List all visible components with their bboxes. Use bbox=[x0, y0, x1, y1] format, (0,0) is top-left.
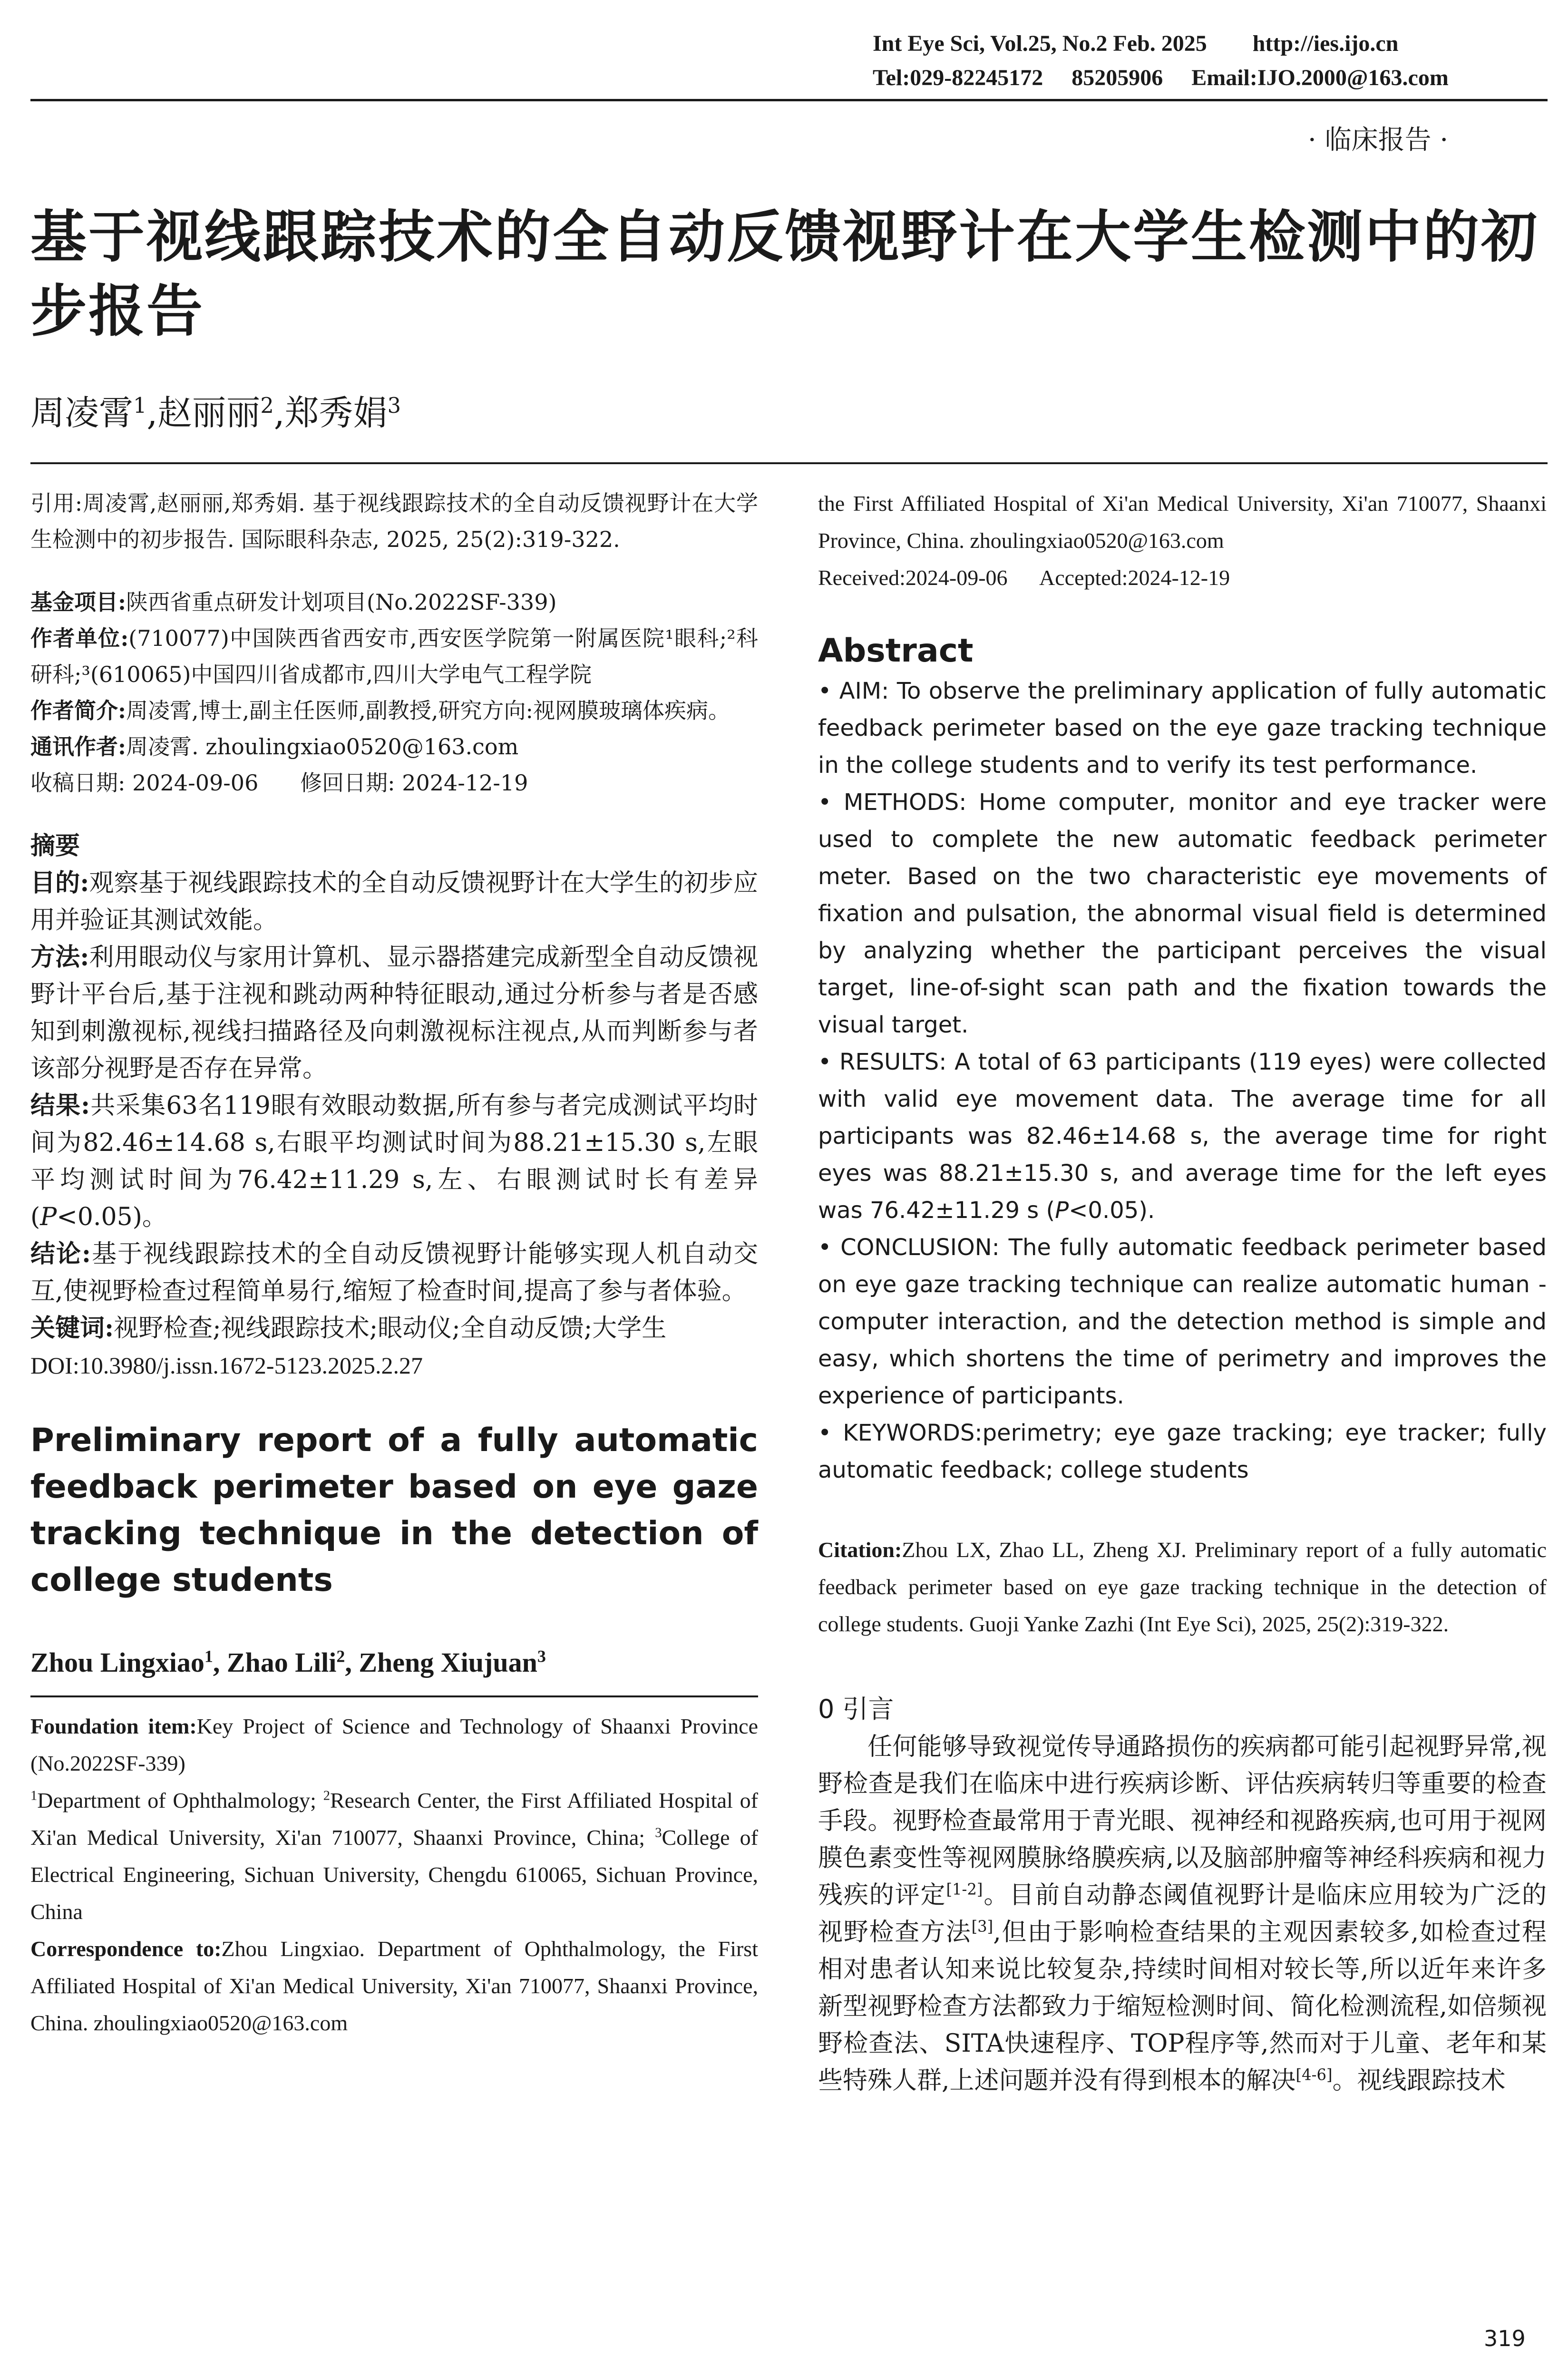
corresp-cn-label: 通讯作者: bbox=[30, 734, 126, 760]
fund-cn bbox=[30, 584, 758, 620]
results-cn-p: P bbox=[40, 1203, 57, 1231]
correspondence-en bbox=[30, 1930, 758, 2035]
abstract-cn-heading: 摘要 bbox=[30, 831, 80, 860]
author-cn-2-affil: 2 bbox=[260, 393, 274, 418]
authors-cn: 周凌霄$^1$,赵丽丽$^2$,郑秀娟$^3$ bbox=[30, 393, 401, 433]
abstract-en-keywords bbox=[818, 1414, 1547, 1489]
correspondence-en-continued: the First Affiliated Hospital of Xi'an Medical University, Xi'an 710077, Shaanxi Province, China. zhoulingxiao0520@163.com bbox=[818, 491, 1547, 553]
header-journal-line: Int Eye Sci, Vol.25, No.2 Feb. 2025 http://ies.ijo.cn bbox=[873, 31, 1399, 56]
fund-cn-text: 陕西省重点研发计划项目(No.2022SF-339) bbox=[126, 589, 557, 615]
received-cn: 收稿日期: 2024-09-06 bbox=[30, 770, 259, 796]
intro-ref-1: [1-2] bbox=[946, 1880, 983, 1899]
abstract-cn-results bbox=[30, 1087, 758, 1236]
foundation-en-text: Key Project of Science and Technology of Shaanxi Province (No.2022SF-339) bbox=[30, 1714, 758, 1775]
aim-en-label: • AIM: bbox=[818, 678, 889, 704]
right-column bbox=[818, 485, 1547, 2099]
section-label: · 临床报告 · bbox=[1308, 125, 1449, 156]
methods-en-text: Home computer, monitor and eye tracker were used to complete the new automatic feedback perimeter meter. Based on the two characteristic eye movements of fixation and pulsation, the abnormal visual field is determined by analyzing whether the participant perceives the visual target, line-of-sight scan path and the fixation towards the visual target. bbox=[818, 789, 1547, 1038]
author-cn-2: 赵丽丽 bbox=[157, 393, 261, 433]
affil-en-2-mark: 2 bbox=[323, 1788, 330, 1803]
results-cn-text-b: <0.05)。 bbox=[57, 1203, 167, 1231]
intro-heading: 0 引言 bbox=[818, 1694, 894, 1724]
unit-cn-text: (710077)中国陕西省西安市,西安医学院第一附属医院¹眼科;²科研科;³(610065)中国四川省成都市,四川大学电气工程学院 bbox=[30, 625, 758, 687]
fund-cn-label: 基金项目: bbox=[30, 589, 126, 615]
results-en-p: P bbox=[1055, 1197, 1069, 1224]
profile-cn-text: 周凌霄,博士,副主任医师,副教授,研究方向:视网膜玻璃体疾病。 bbox=[126, 698, 730, 723]
affil-en-3: College of Electrical Engineering, Sichuan University, Chengdu 610065, Sichuan Province, China bbox=[30, 1825, 758, 1924]
kw-cn-text: 视野检查;视线跟踪技术;眼动仪;全自动反馈;大学生 bbox=[114, 1314, 667, 1343]
abstract-en-conclusion bbox=[818, 1229, 1547, 1414]
abstract-en-methods bbox=[818, 784, 1547, 1043]
kw-cn-label: 关键词: bbox=[30, 1314, 114, 1343]
abstract-cn-keywords bbox=[30, 1310, 758, 1347]
concl-cn-text: 基于视线跟踪技术的全自动反馈视野计能够实现人机自动交互,使视野检查过程简单易行,缩短了检查时间,提高了参与者体验。 bbox=[30, 1240, 758, 1305]
unit-cn-label: 作者单位: bbox=[30, 625, 129, 651]
foundation-en bbox=[30, 1708, 758, 1782]
citation-en bbox=[818, 1531, 1547, 1643]
unit-cn bbox=[30, 620, 758, 692]
author-cn-1-affil: 1 bbox=[133, 393, 147, 418]
abstract-cn-methods bbox=[30, 939, 758, 1087]
page-number: 319 bbox=[1484, 2326, 1526, 2351]
intro-ref-3: [4-6] bbox=[1295, 2065, 1333, 2084]
dates-cn bbox=[30, 765, 758, 801]
corresp-en-text: Zhou Lingxiao. Department of Ophthalmology, the First Affiliated Hospital of Xi'an Medical University, Xi'an 710077, Shaanxi Province, China. zhoulingxiao0520@163.com bbox=[30, 1937, 758, 2035]
affil-en-1: Department of Ophthalmology; bbox=[37, 1788, 323, 1812]
profile-cn-label: 作者简介: bbox=[30, 698, 126, 723]
affiliations-en bbox=[30, 1782, 758, 1930]
doi: DOI:10.3980/j.issn.1672-5123.2025.2.27 bbox=[30, 1352, 423, 1379]
author-cn-3: 郑秀娟 bbox=[284, 393, 388, 433]
results-cn-label: 结果: bbox=[30, 1091, 90, 1120]
affil-en-2: Research Center, the First Affiliated Hospital of Xi'an Medical University, Xi'an 710077, Shaanxi Province, China; bbox=[30, 1788, 758, 1850]
concl-en-text: The fully automatic feedback perimeter based on eye gaze tracking technique can realize automatic human - computer interaction, and the detection method is simple and easy, which shortens the time of perimetry and improves the experience of participants. bbox=[818, 1234, 1547, 1409]
methods-cn-label: 方法: bbox=[30, 943, 89, 972]
revised-cn: 修回日期: 2024-12-19 bbox=[300, 770, 528, 796]
citation-en-text: Zhou LX, Zhao LL, Zheng XJ. Preliminary report of a fully automatic feedback perimeter based on eye gaze tracking technique in the detection of college students. Guoji Yanke Zazhi (Int Eye Sci), 2025, 25(2):319-322. bbox=[818, 1538, 1547, 1636]
author-en-1: Zhou Lingxiao bbox=[30, 1647, 205, 1678]
accepted-en: Accepted:2024-12-19 bbox=[1039, 565, 1230, 590]
authors-en-rule bbox=[30, 1695, 758, 1697]
title-en: Preliminary report of a fully automatic feedback perimeter based on eye gaze tracking technique in the detection of college students bbox=[30, 1422, 758, 1599]
author-en-3: Zheng Xiujuan bbox=[359, 1647, 537, 1678]
authors-en: Zhou Lingxiao$^1$, Zhao Lili$^2$, Zheng Xiujuan$^3$ bbox=[30, 1646, 546, 1678]
kw-en-text: perimetry; eye gaze tracking; eye tracker; fully automatic feedback; college students bbox=[818, 1420, 1547, 1483]
kw-en-label: • KEYWORDS: bbox=[818, 1420, 983, 1446]
corresp-cn bbox=[30, 729, 758, 765]
author-cn-1: 周凌霄 bbox=[30, 393, 134, 433]
results-en-text-a: A total of 63 participants (119 eyes) were collected with valid eye movement data. The average time for all participants was 82.46±14.68 s, the average time for right eyes was 88.21±15.30 s, and average time for the left eyes was 76.42±11.29 s ( bbox=[818, 1049, 1547, 1224]
abstract-cn-conclusion bbox=[30, 1236, 758, 1310]
profile-cn bbox=[30, 692, 758, 729]
abstract-en-results bbox=[818, 1043, 1547, 1229]
affil-en-3-mark: 3 bbox=[655, 1825, 662, 1841]
intro-text-b: 。目前自动静态阈值视野计是临床应用较为广泛的视野检查方法 bbox=[818, 1881, 1547, 1947]
aim-en-text: To observe the preliminary application of fully automatic feedback perimeter based on the eye gaze tracking technique in the college students and to verify its test performance. bbox=[818, 678, 1547, 779]
author-cn-3-affil: 3 bbox=[387, 393, 401, 418]
corresp-en-label: Correspondence to: bbox=[30, 1937, 222, 1961]
author-en-1-affil: 1 bbox=[204, 1646, 213, 1666]
concl-cn-label: 结论: bbox=[30, 1239, 91, 1268]
intro-text-a: 任何能够导致视觉传导通路损伤的疾病都可能引起视野异常,视野检查是我们在临床中进行疾病诊断、评估疾病转归等重要的检查手段。视野检查最常用于青光眼、视神经和视路疾病,也可用于视网膜色素变性等视网膜脉络膜疾病,以及脑部肿瘤等神经科疾病和视力残疾的评定 bbox=[818, 1733, 1547, 1909]
aim-cn-label: 目的: bbox=[30, 868, 89, 897]
corresp-cn-text: 周凌霄. zhoulingxiao0520@163.com bbox=[126, 734, 519, 760]
abstract-cn-aim bbox=[30, 865, 758, 939]
title-cn: 基于视线跟踪技术的全自动反馈视野计在大学生检测中的初步报告 bbox=[30, 204, 1539, 344]
aim-cn-text: 观察基于视线跟踪技术的全自动反馈视野计在大学生的初步应用并验证其测试效能。 bbox=[30, 869, 758, 935]
citation-en-label: Citation: bbox=[818, 1538, 902, 1562]
intro-ref-2: [3] bbox=[971, 1917, 993, 1936]
intro-text-c: ,但由于影响检查结果的主观因素较多,如检查过程相对患者认知来说比较复杂,持续时间相对较长等,所以近年来许多新型视野检查方法都致力于缩短检测时间、简化检测流程,如倍频视野检查法、SITA快速程序、TOP程序等,然而对于儿童、老年和某些特殊人群,上述问题并没有得到根本的解决 bbox=[818, 1918, 1547, 2095]
methods-cn-text: 利用眼动仪与家用计算机、显示器搭建完成新型全自动反馈视野计平台后,基于注视和跳动两种特征眼动,通过分析参与者是否感知到刺激视标,视线扫描路径及向刺激视标注视点,从而判断参与者该部分视野是否存在异常。 bbox=[30, 943, 758, 1083]
left-column bbox=[30, 485, 758, 2035]
intro-text-d: 。视线跟踪技术 bbox=[1332, 2066, 1506, 2095]
methods-en-label: • METHODS: bbox=[818, 789, 967, 816]
results-en-text-b: <0.05). bbox=[1069, 1197, 1155, 1224]
author-en-3-affil: 3 bbox=[537, 1646, 546, 1666]
dates-en bbox=[818, 559, 1547, 596]
results-en-label: • RESULTS: bbox=[818, 1049, 947, 1075]
authors-rule bbox=[30, 462, 1548, 464]
abstract-en-heading: Abstract bbox=[818, 632, 974, 670]
author-en-2: Zhao Lili bbox=[226, 1647, 337, 1678]
concl-en-label: • CONCLUSION: bbox=[818, 1234, 1000, 1261]
abstract-en-aim bbox=[818, 672, 1547, 784]
affil-en-1-mark: 1 bbox=[30, 1788, 38, 1803]
author-en-2-affil: 2 bbox=[336, 1646, 345, 1666]
received-en: Received:2024-09-06 bbox=[818, 565, 1008, 590]
header-contact-line: Tel:029-82245172 85205906 Email:IJO.2000@163.com bbox=[873, 65, 1449, 90]
citation-cn: 引用:周凌霄,赵丽丽,郑秀娟. 基于视线跟踪技术的全自动反馈视野计在大学生检测中的初步报告. 国际眼科杂志, 2025, 25(2):319-322. bbox=[30, 490, 758, 552]
header-rule bbox=[30, 99, 1548, 101]
foundation-en-label: Foundation item: bbox=[30, 1714, 197, 1738]
results-cn-text-a: 共采集63名119眼有效眼动数据,所有参与者完成测试平均时间为82.46±14.68 s,右眼平均测试时间为88.21±15.30 s,左眼平均测试时间为76.42±11.29 s,左、右眼测试时长有差异( bbox=[30, 1091, 758, 1231]
intro-paragraph bbox=[818, 1728, 1547, 2099]
